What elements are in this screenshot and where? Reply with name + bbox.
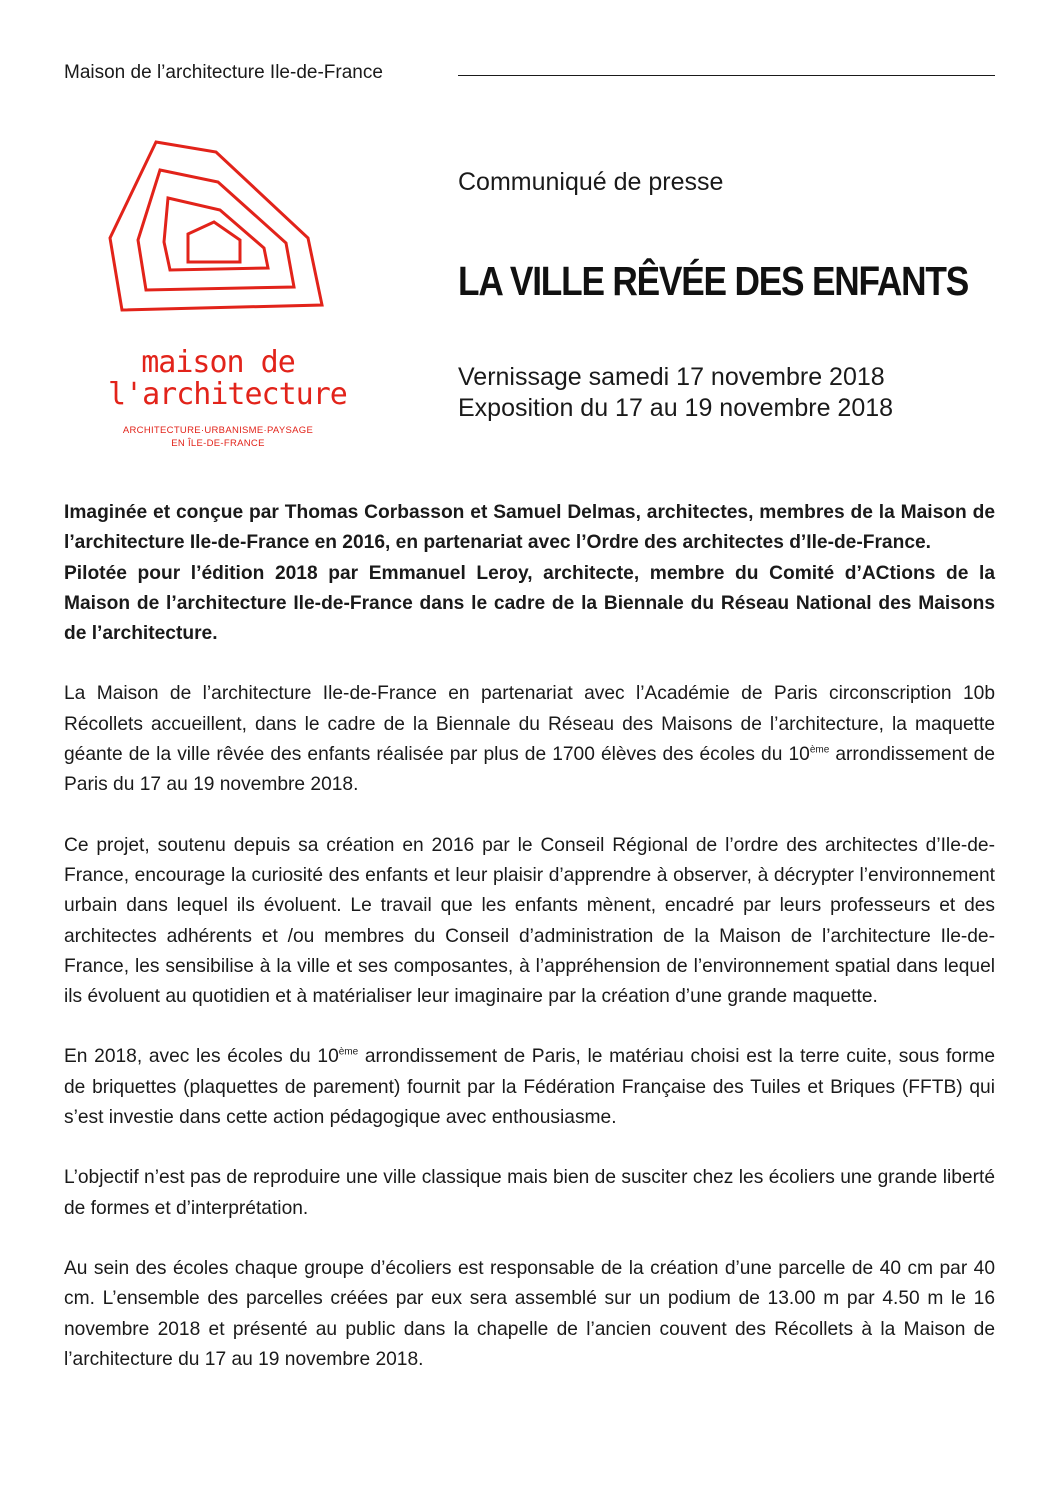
header-rule — [458, 75, 995, 76]
logo-tagline — [108, 424, 328, 450]
paragraph-partnership — [64, 679, 995, 800]
ordinal-superscript: ème — [809, 744, 830, 756]
paragraph-partnership-text-a: La Maison de l’architecture Ile-de-France en partenariat avec l’Académie de Paris circonscription 10b Récollets accueillent, dans le cadre de la Biennale du Réseau des Maisons de l’architecture, la maquette géante de la ville rêvée des enfants réalisée par plus de 1700 élèves des écoles du 10 — [64, 683, 995, 766]
intro-credits: Imaginée et conçue par Thomas Corbasson et Samuel Delmas, architectes, membres de la Maison de l’architecture Ile-de-France en 2016, en partenariat avec l’Ordre des architectes d’Ile-de-France. — [64, 502, 995, 554]
paragraph-partnership-text-b: arrondissement de Paris du 17 au 19 novembre 2018. — [64, 744, 996, 796]
body-text — [64, 498, 995, 1405]
event-dates — [458, 362, 893, 424]
document-title: LA VILLE RÊVÉE DES ENFANTS — [458, 258, 969, 304]
paragraph-material-text-b: arrondissement de Paris, le matériau choisi est la terre cuite, sous forme de briquettes (plaquettes de parement) fournit par la Fédération Française des Tuiles et Briques (FFTB) qui s’est investie dans cette action pédagogique avec enthousiasme. — [64, 1046, 995, 1129]
logo-tagline-line2: EN ÎLE-DE-FRANCE — [171, 438, 265, 449]
logo-name-line1: maison de — [141, 345, 295, 380]
logo-tagline-line1: ARCHITECTURE·URBANISME·PAYSAGE — [122, 425, 314, 436]
ordinal-superscript: ème — [338, 1047, 359, 1059]
exhibition-dates: Exposition du 17 au 19 novembre 2018 — [458, 394, 894, 422]
paragraph-schools: Au sein des écoles chaque groupe d’écoliers est responsable de la création d’une parcelle de 40 cm par 40 cm. L’ensemble des parcelles créées par eux sera assemblé sur un podium de 13.00 m par 4.50 m le 16 novembre 2018 et présenté au public dans la chapelle de l’ancien couvent des Récollets à la Maison de l’architecture du 17 au 19 novembre 2018. — [64, 1257, 995, 1370]
paragraph-material-text-a: En 2018, avec les écoles du 10 — [64, 1046, 339, 1068]
document-type: Communiqué de presse — [458, 168, 724, 196]
paragraph-material — [64, 1042, 995, 1133]
logo-name — [108, 345, 347, 412]
header-organization: Maison de l’architecture Ile-de-France — [64, 62, 383, 83]
intro-edition: Pilotée pour l’édition 2018 par Emmanuel Leroy, architecte, membre du Comité d’ACtions de la Maison de l’architecture Ile-de-France dans le cadre de la Biennale du Réseau National des Maisons de l’architecture. — [64, 562, 995, 645]
opening-date: Vernissage samedi 17 novembre 2018 — [458, 363, 885, 391]
house-outline-logo-icon — [108, 140, 328, 340]
paragraph-objective: L’objectif n’est pas de reproduire une ville classique mais bien de susciter chez les écoliers une grande liberté de formes et d’interprétation. — [64, 1167, 995, 1219]
paragraph-project: Ce projet, soutenu depuis sa création en 2016 par le Conseil Régional de l’ordre des architectes d’Ile-de-France, encourage la curiosité des enfants et leur plaisir d’apprendre à observer, à décrypter l’environnement urbain dans lequel ils évoluent. Le travail que les enfants mènent, encadré par leurs professeurs et des architectes adhérents et /ou membres du Conseil d’administration de la Maison de l’architecture Ile-de-France, les sensibilise à la ville et ses composantes, à l’appréhension de l’environnement spatial dans lequel ils évoluent au quotidien et à matérialiser leur imaginaire par la création d’une grande maquette. — [64, 834, 995, 1008]
logo-name-line2: l'architecture — [108, 377, 347, 412]
intro-paragraph — [64, 498, 995, 649]
logo — [108, 140, 347, 460]
